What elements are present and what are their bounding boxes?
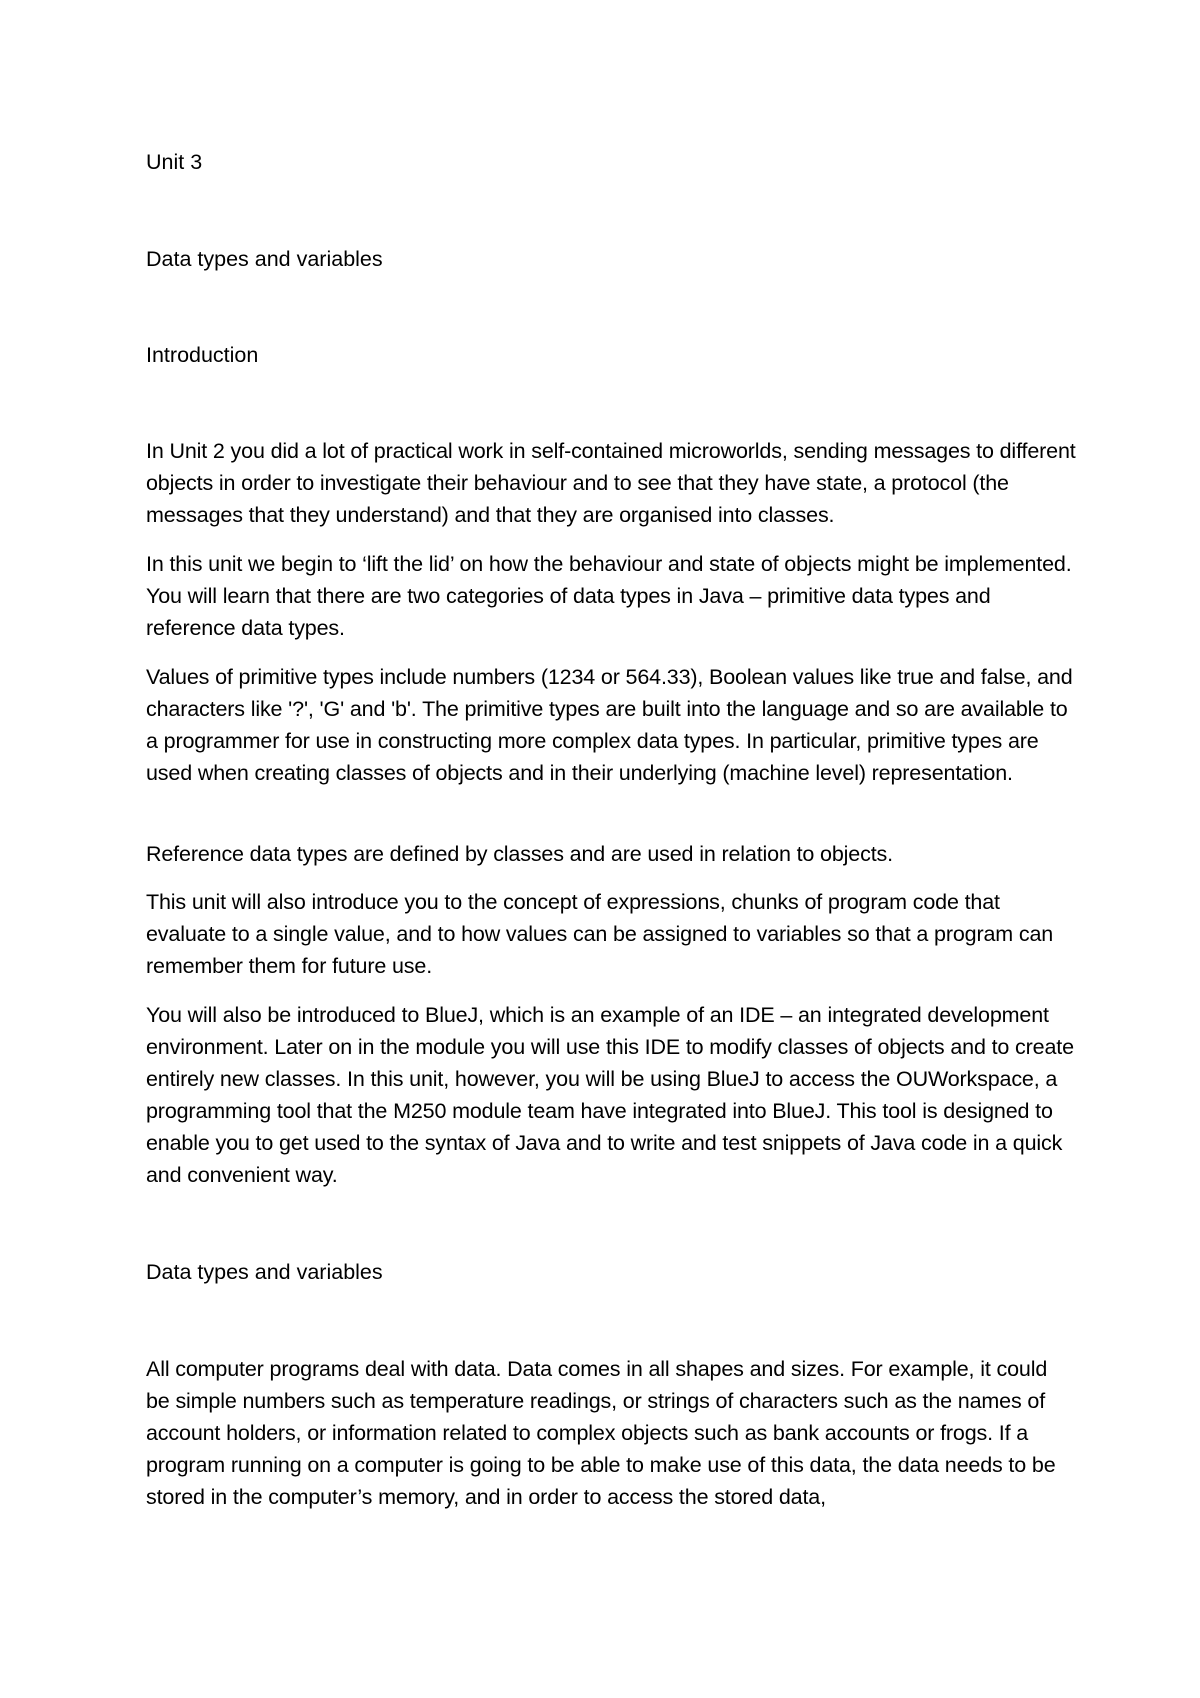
paragraph-computer-data: All computer programs deal with data. Data comes in all shapes and sizes. For example, it could be simple numbers such as temperature readings, or strings of characters such as the names of account holders, or information related to complex objects such as bank accounts or frogs. If a program running on a computer is going to be able to make use of this data, the data needs to be stored in the computer’s memory, and in order to access the stored data, <box>146 1357 1056 1509</box>
paragraph-lift-the-lid: In this unit we begin to ‘lift the lid’ on how the behaviour and state of objects might be implemented. You will learn that there are two categories of data types in Java – primitive data types and reference data types. <box>146 552 1072 640</box>
paragraph-expressions: This unit will also introduce you to the concept of expressions, chunks of program code that evaluate to a single value, and to how values can be assigned to variables so that a program can remember them for future use. <box>146 890 1054 978</box>
document-subtitle: Data types and variables <box>146 247 383 271</box>
paragraph-unit-2-recap: In Unit 2 you did a lot of practical work in self-contained microworlds, sending messages to different objects in order to investigate their behaviour and to see that they have state, a protocol (the messages that they understand) and that they are organised into classes. <box>146 439 1076 527</box>
paragraph-reference-types: Reference data types are defined by classes and are used in relation to objects. <box>146 842 893 866</box>
paragraph-bluej: You will also be introduced to BlueJ, which is an example of an IDE – an integrated development environment. Later on in the module you will use this IDE to modify classes of objects and to create entirely new classes. In this unit, however, you will be using BlueJ to access the OUWorkspace, a programming tool that the M250 module team have integrated into BlueJ. This tool is designed to enable you to get used to the syntax of Java and to write and test snippets of Java code in a quick and convenient way. <box>146 1003 1074 1187</box>
introduction-heading: Introduction <box>146 343 259 367</box>
paragraph-primitive-types: Values of primitive types include numbers (1234 or 564.33), Boolean values like true and false, and characters like '?', 'G' and 'b'. The primitive types are built into the language and so are available to a programmer for use in constructing more complex data types. In particular, primitive types are used when creating classes of objects and in their underlying (machine level) representation. <box>146 665 1073 785</box>
section-heading-data-types: Data types and variables <box>146 1260 383 1284</box>
unit-title: Unit 3 <box>146 150 203 174</box>
